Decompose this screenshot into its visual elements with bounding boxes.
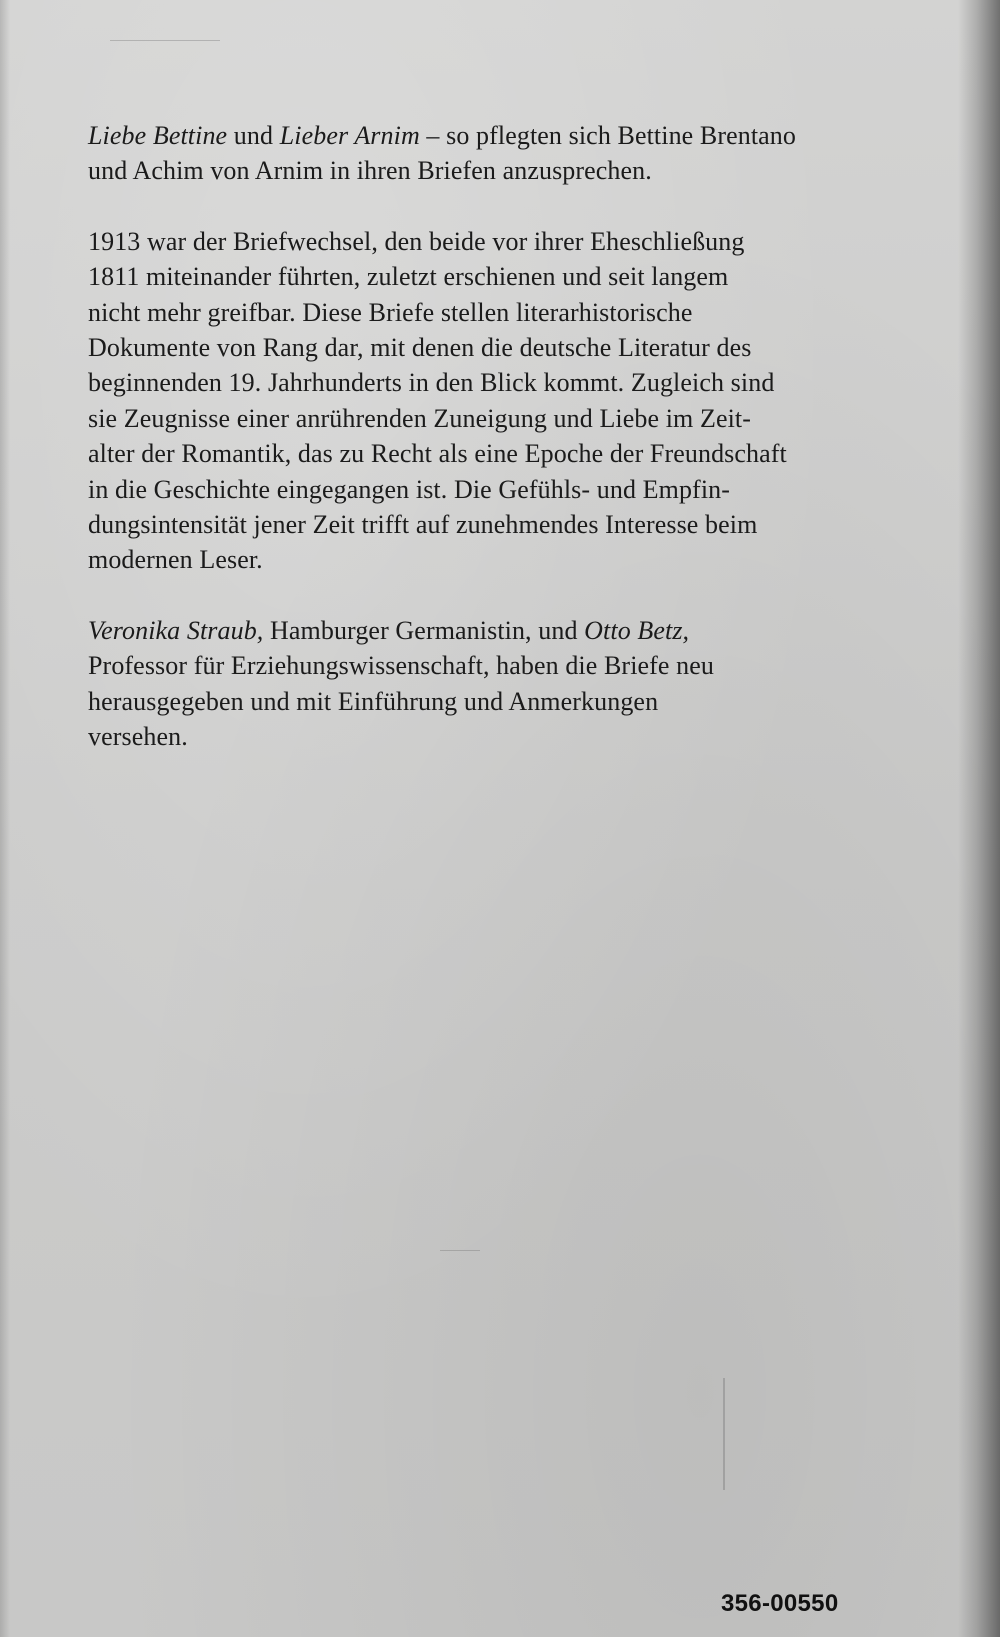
cover-left-edge xyxy=(0,0,10,1637)
scratch-mark xyxy=(440,1250,480,1251)
body-line: Dokumente von Rang dar, mit denen die deutsche Literatur des xyxy=(88,333,752,363)
body-line: in die Geschichte eingegangen ist. Die Gefühls- und Empfin- xyxy=(88,474,730,504)
scratch-mark xyxy=(110,40,220,41)
isbn-code: 356-00550 xyxy=(721,1590,839,1617)
intro-line-rest: – so pflegten sich Bettine Brentano xyxy=(419,121,797,150)
history-paragraph xyxy=(88,224,908,578)
editors-line: versehen. xyxy=(88,722,188,752)
editors-paragraph xyxy=(88,613,908,755)
scratch-mark xyxy=(723,1378,725,1490)
body-line: modernen Leser. xyxy=(88,545,263,575)
editors-line: herausgegeben und mit Einführung und Anmerkungen xyxy=(88,686,659,716)
blurb-text xyxy=(88,118,908,790)
cover-right-edge-shadow xyxy=(958,0,1000,1637)
editors-connector: Hamburger Germanistin, und xyxy=(263,615,585,645)
editor-name-straub: Veronika Straub, xyxy=(88,615,264,645)
intro-line: und Achim von Arnim in ihren Briefen anzusprechen. xyxy=(88,156,652,186)
body-line: beginnenden 19. Jahrhunderts in den Blick kommt. Zugleich sind xyxy=(88,368,775,398)
body-line: dungsintensität jener Zeit trifft auf zunehmendes Interesse beim xyxy=(88,510,758,540)
editors-line: Professor für Erziehungswissenschaft, haben die Briefe neu xyxy=(88,651,714,681)
intro-connector: und xyxy=(227,121,280,150)
body-line: 1811 miteinander führten, zuletzt erschienen und seit langem xyxy=(88,262,729,292)
body-line: alter der Romantik, das zu Recht als eine Epoche der Freundschaft xyxy=(88,439,787,469)
body-line: 1913 war der Briefwechsel, den beide vor ihrer Eheschließung xyxy=(88,226,745,256)
editor-name-betz: Otto Betz, xyxy=(584,615,690,645)
body-line: sie Zeugnisse einer anrührenden Zuneigung und Liebe im Zeit- xyxy=(88,403,752,433)
body-line: nicht mehr greifbar. Diese Briefe stellen literarhistorische xyxy=(88,297,693,327)
intro-paragraph xyxy=(88,118,908,189)
intro-line xyxy=(88,118,908,153)
intro-title-arnim: Lieber Arnim xyxy=(279,121,420,150)
intro-title-bettine: Liebe Bettine xyxy=(88,121,228,150)
editors-line xyxy=(88,613,908,648)
